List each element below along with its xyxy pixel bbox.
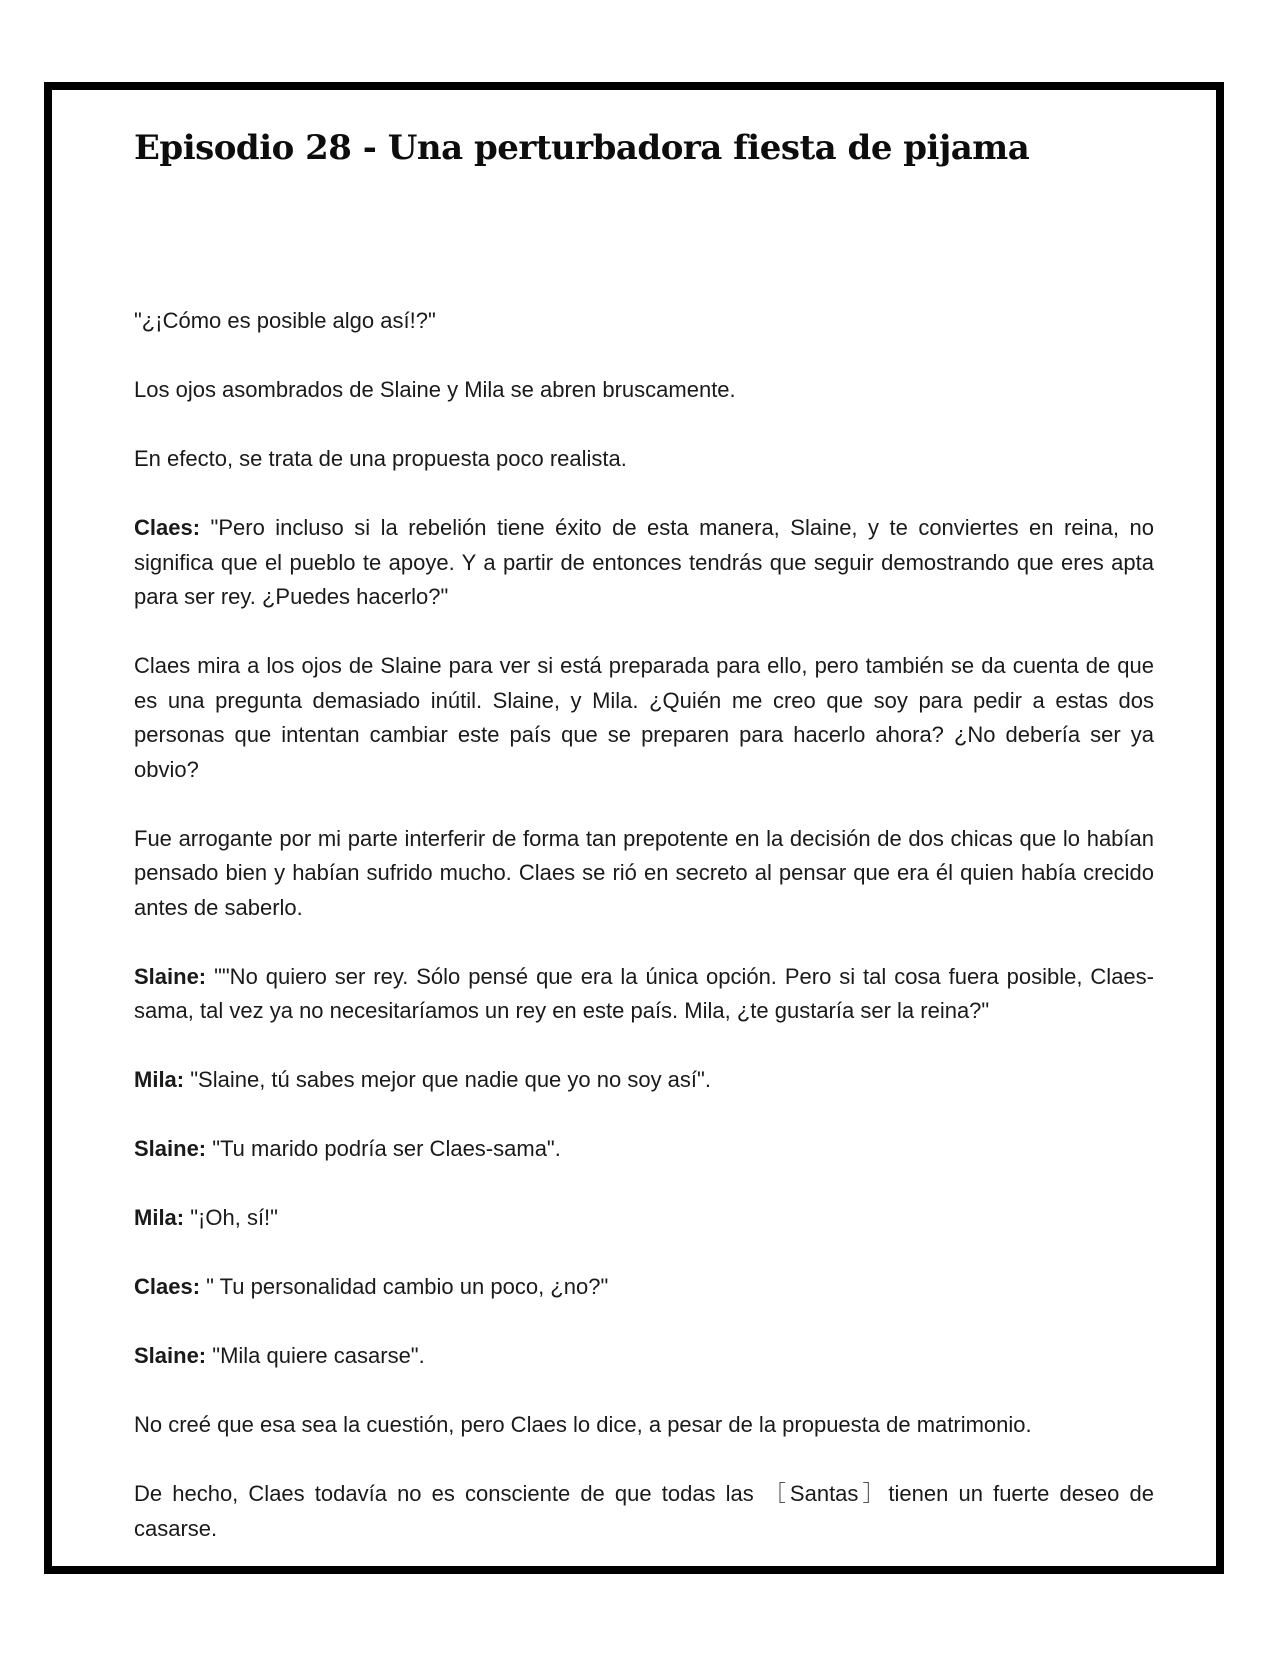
paragraph xyxy=(134,960,1154,1029)
paragraph xyxy=(134,649,1154,787)
paragraph xyxy=(134,1270,1154,1305)
paragraph-text: Los ojos asombrados de Slaine y Mila se abren bruscamente. xyxy=(134,377,736,402)
paragraph-text: "Mila quiere casarse". xyxy=(206,1343,425,1368)
paragraph xyxy=(134,373,1154,408)
paragraph-text: "¿¡Cómo es posible algo así!?" xyxy=(134,308,436,333)
paragraph xyxy=(134,1477,1154,1546)
paragraph-text: "Slaine, tú sabes mejor que nadie que yo no soy así". xyxy=(184,1067,711,1092)
episode-title: Episodio 28 - Una perturbadora fiesta de pijama xyxy=(134,128,1030,168)
story-body xyxy=(134,304,1154,1546)
paragraph-text: "Tu marido podría ser Claes-sama". xyxy=(206,1136,561,1161)
paragraph xyxy=(134,304,1154,339)
paragraph-text: ""No quiero ser rey. Sólo pensé que era la única opción. Pero si tal cosa fuera posible, Claes-sama, tal vez ya no necesitaríamos un rey en este país. Mila, ¿te gustaría ser la reina?" xyxy=(134,963,1154,1023)
paragraph-text: No creé que esa sea la cuestión, pero Claes lo dice, a pesar de la propuesta de matrimonio. xyxy=(134,1412,1032,1437)
paragraph-text: En efecto, se trata de una propuesta poco realista. xyxy=(134,446,627,471)
paragraph xyxy=(134,511,1154,615)
paragraph-text: De hecho, Claes todavía no es consciente de que todas las ［Santas］tienen un fuerte deseo de casarse. xyxy=(134,1481,1154,1541)
paragraph xyxy=(134,442,1154,477)
speaker-label: Slaine: xyxy=(134,963,207,989)
paragraph xyxy=(134,822,1154,926)
speaker-label: Mila: xyxy=(134,1205,185,1230)
speaker-label: Slaine: xyxy=(134,1343,207,1368)
speaker-label: Claes: xyxy=(134,515,201,540)
paragraph xyxy=(134,1408,1154,1443)
paragraph xyxy=(134,1132,1154,1167)
paragraph xyxy=(134,1339,1154,1374)
paragraph-text: "¡Oh, sí!" xyxy=(184,1205,278,1230)
speaker-label: Mila: xyxy=(134,1067,185,1092)
paragraph-text: " Tu personalidad cambio un poco, ¿no?" xyxy=(200,1274,609,1299)
page-frame xyxy=(44,82,1224,1574)
paragraph-text: "Pero incluso si la rebelión tiene éxito de esta manera, Slaine, y te conviertes en reina, no significa que el pueblo te apoye. Y a partir de entonces tendrás que seguir demostrando que eres apta para ser rey. ¿Puedes hacerlo?" xyxy=(134,515,1154,609)
paragraph-text: Claes mira a los ojos de Slaine para ver si está preparada para ello, pero también se da cuenta de que es una pregunta demasiado inútil. Slaine, y Mila. ¿Quién me creo que soy para pedir a estas dos personas que intentan cambiar este país que se preparen para hacerlo ahora? ¿No debería ser ya obvio? xyxy=(134,653,1154,782)
paragraph xyxy=(134,1201,1154,1236)
speaker-label: Slaine: xyxy=(134,1136,207,1161)
speaker-label: Claes: xyxy=(134,1274,201,1299)
paragraph xyxy=(134,1063,1154,1098)
paragraph-text: Fue arrogante por mi parte interferir de forma tan prepotente en la decisión de dos chicas que lo habían pensado bien y habían sufrido mucho. Claes se rió en secreto al pensar que era él quien había crecido antes de saberlo. xyxy=(134,825,1154,920)
